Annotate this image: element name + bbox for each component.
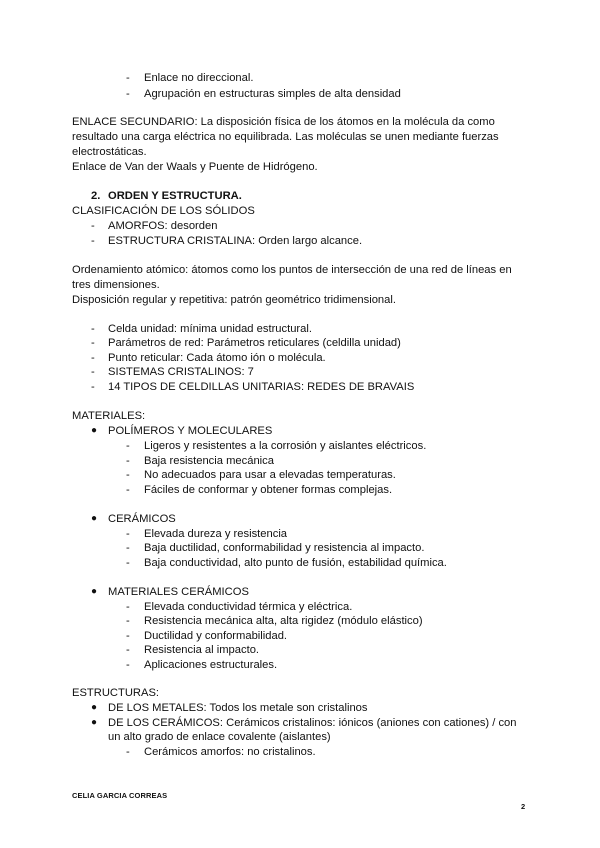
paragraph-line: resultado una carga eléctrica no equilibrada. Las moléculas se unen mediante fuerzas [72,131,499,143]
structures-heading: ESTRUCTURAS: [72,687,160,699]
list-item: Baja conductividad, alto punto de fusión, estabilidad química. [144,557,447,569]
list-item: Baja ductilidad, conformabilidad y resistencia al impacto. [144,542,425,554]
list-item: 14 TIPOS DE CELDILLAS UNITARIAS: REDES DE BRAVAIS [108,381,415,393]
bullet-marker: ● [91,425,98,436]
dash-marker: - [91,337,95,349]
page-number: 2 [521,802,526,811]
dash-marker: - [126,644,130,656]
materials-heading: MATERIALES: [72,410,146,422]
dash-marker: - [91,381,95,393]
dash-marker: - [126,528,130,540]
list-item: Ductilidad y conformabilidad. [144,630,288,642]
list-item: Baja resistencia mecánica [144,455,274,467]
list-item: DE LOS CERÁMICOS: Cerámicos cristalinos: iónicos (aniones con cationes) / con [108,717,517,729]
dash-marker: - [126,615,130,627]
section-subtitle: CLASIFICACIÓN DE LOS SÓLIDOS [72,205,255,217]
dash-marker: - [126,746,130,758]
paragraph-line: Disposición regular y repetitiva: patrón geométrico tridimensional. [72,294,396,306]
list-item: AMORFOS: desorden [108,220,218,232]
list-item: Resistencia mecánica alta, alta rigidez (módulo elástico) [144,615,423,627]
list-item: No adecuados para usar a elevadas temperaturas. [144,469,396,481]
list-item: DE LOS METALES: Todos los metale son cristalinos [108,702,368,714]
paragraph-line: ENLACE SECUNDARIO: La disposición física de los átomos en la molécula da como [72,116,495,128]
dash-marker: - [126,440,130,452]
list-item: Fáciles de conformar y obtener formas complejas. [144,484,393,496]
list-item: Ligeros y resistentes a la corrosión y aislantes eléctricos. [144,440,427,452]
dash-marker: - [126,72,130,84]
dash-marker: - [91,323,95,335]
dash-marker: - [91,352,95,364]
bullet-marker: ● [91,513,98,524]
list-item: Aplicaciones estructurales. [144,659,278,671]
section-title: ORDEN Y ESTRUCTURA. [108,190,242,202]
list-item: Parámetros de red: Parámetros reticulares (celdilla unidad) [108,337,401,349]
list-item: Resistencia al impacto. [144,644,260,656]
group-title: MATERIALES CERÁMICOS [108,586,249,598]
list-item: Agrupación en estructuras simples de alta densidad [144,88,401,100]
dash-marker: - [126,484,130,496]
list-item: SISTEMAS CRISTALINOS: 7 [108,366,254,378]
dash-marker: - [126,630,130,642]
list-item: Elevada conductividad térmica y eléctrica. [144,601,353,613]
dash-marker: - [126,455,130,467]
bullet-marker: ● [91,586,98,597]
list-item: Elevada dureza y resistencia [144,528,288,540]
dash-marker: - [126,557,130,569]
bullet-marker: ● [91,717,98,728]
paragraph-line: electrostáticas. [72,146,147,158]
list-item-continuation: un alto grado de enlace covalente (aislantes) [108,731,331,743]
paragraph-line: tres dimensiones. [72,279,160,291]
footer-author: CELIA GARCIA CORREAS [72,791,168,800]
dash-marker: - [91,235,95,247]
bullet-marker: ● [91,702,98,713]
list-item: ESTRUCTURA CRISTALINA: Orden largo alcance. [108,235,363,247]
dash-marker: - [126,542,130,554]
dash-marker: - [91,220,95,232]
group-title: POLÍMEROS Y MOLECULARES [108,425,273,437]
section-number: 2. [91,190,101,202]
dash-marker: - [91,366,95,378]
list-item: Punto reticular: Cada átomo ión o molécula. [108,352,326,364]
group-title: CERÁMICOS [108,513,176,525]
list-item: Celda unidad: mínima unidad estructural. [108,323,312,335]
dash-marker: - [126,469,130,481]
dash-marker: - [126,88,130,100]
list-item: Cerámicos amorfos: no cristalinos. [144,746,316,758]
paragraph-line: Enlace de Van der Waals y Puente de Hidrógeno. [72,161,318,173]
list-item: Enlace no direccional. [144,72,254,84]
paragraph-line: Ordenamiento atómico: átomos como los puntos de intersección de una red de líneas en [72,264,512,276]
dash-marker: - [126,601,130,613]
dash-marker: - [126,659,130,671]
